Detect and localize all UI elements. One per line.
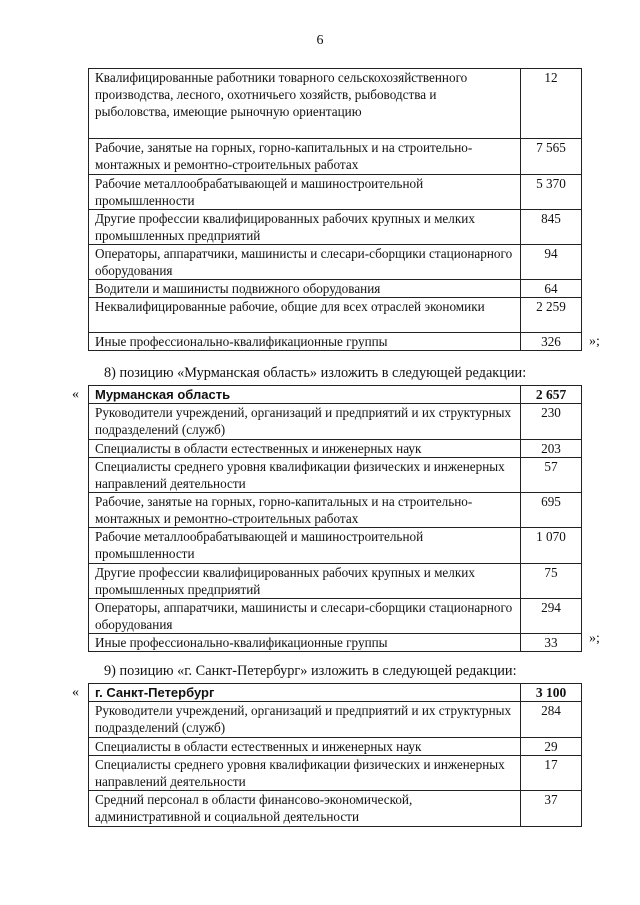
table-row — [89, 245, 582, 280]
row-value: 75 — [521, 564, 582, 599]
row-value: 326 — [521, 333, 582, 351]
row-label: Рабочие, занятые на горных, горно-капитальных и на строительно-монтажных и ремонтно-строительных работах — [89, 139, 521, 175]
row-label: Специалисты среднего уровня квалификации физических и инженерных направлений деятельности — [89, 756, 521, 791]
row-value: 294 — [521, 599, 582, 634]
region-total: 2 657 — [521, 386, 582, 404]
murmansk-table — [88, 385, 582, 652]
table-row — [89, 404, 582, 440]
row-label: Специалисты среднего уровня квалификации физических и инженерных направлений деятельности — [89, 458, 521, 493]
row-value: 12 — [521, 69, 582, 139]
row-value: 29 — [521, 738, 582, 756]
row-label: Рабочие, занятые на горных, горно-капитальных и на строительно-монтажных и ремонтно-строительных работах — [89, 493, 521, 528]
closing-quote: »; — [589, 631, 600, 646]
row-value: 203 — [521, 440, 582, 458]
table-row — [89, 702, 582, 738]
row-label: Руководители учреждений, организаций и предприятий и их структурных подразделений (служб) — [89, 702, 521, 738]
opening-quote: « — [72, 387, 79, 402]
row-label: Специалисты в области естественных и инженерных наук — [89, 440, 521, 458]
row-value: 37 — [521, 791, 582, 827]
row-label: Специалисты в области естественных и инженерных наук — [89, 738, 521, 756]
table-row — [89, 599, 582, 634]
row-label: Рабочие металлообрабатывающей и машиностроительной промышленности — [89, 175, 521, 210]
table-row — [89, 528, 582, 564]
row-label: Неквалифицированные рабочие, общие для всех отраслей экономики — [89, 298, 521, 333]
section8-intro: 8) позицию «Мурманская область» изложить в следующей редакции: — [104, 365, 527, 381]
row-label: Иные профессионально-квалификационные группы — [89, 634, 521, 652]
row-value: 94 — [521, 245, 582, 280]
table-row — [89, 175, 582, 210]
table-row — [89, 69, 582, 139]
row-label: Другие профессии квалифицированных рабочих крупных и мелких промышленных предприятий — [89, 210, 521, 245]
region-total: 3 100 — [521, 684, 582, 702]
occupation-table-continued — [88, 68, 582, 351]
section9-intro: 9) позицию «г. Санкт-Петербург» изложить в следующей редакции: — [104, 663, 517, 679]
saint-petersburg-table — [88, 683, 582, 827]
table-row — [89, 634, 582, 652]
opening-quote: « — [72, 685, 79, 700]
row-label: Водители и машинисты подвижного оборудования — [89, 280, 521, 298]
closing-quote: »; — [589, 334, 600, 349]
table-row — [89, 493, 582, 528]
table-row — [89, 333, 582, 351]
page-number: 6 — [316, 33, 324, 48]
row-value: 64 — [521, 280, 582, 298]
table-row — [89, 458, 582, 493]
row-label: Операторы, аппаратчики, машинисты и слесари-сборщики стационарного оборудования — [89, 245, 521, 280]
row-value: 1 070 — [521, 528, 582, 564]
row-value: 695 — [521, 493, 582, 528]
row-value: 2 259 — [521, 298, 582, 333]
row-label: Иные профессионально-квалификационные группы — [89, 333, 521, 351]
region-name: г. Санкт-Петербург — [89, 684, 521, 702]
row-label: Средний персонал в области финансово-экономической, административной и социальной деятельности — [89, 791, 521, 827]
table-row — [89, 210, 582, 245]
row-label: Рабочие металлообрабатывающей и машиностроительной промышленности — [89, 528, 521, 564]
row-value: 845 — [521, 210, 582, 245]
table-row — [89, 791, 582, 827]
row-value: 284 — [521, 702, 582, 738]
table-row — [89, 280, 582, 298]
row-value: 5 370 — [521, 175, 582, 210]
row-value: 7 565 — [521, 139, 582, 175]
region-header-row — [89, 386, 582, 404]
row-value: 17 — [521, 756, 582, 791]
table-row — [89, 440, 582, 458]
row-value: 57 — [521, 458, 582, 493]
row-value: 33 — [521, 634, 582, 652]
table-row — [89, 298, 582, 333]
table-row — [89, 738, 582, 756]
table-row — [89, 564, 582, 599]
region-header-row — [89, 684, 582, 702]
row-label: Руководители учреждений, организаций и предприятий и их структурных подразделений (служб) — [89, 404, 521, 440]
table-row — [89, 756, 582, 791]
region-name: Мурманская область — [89, 386, 521, 404]
row-label: Квалифицированные работники товарного сельскохозяйственного производства, лесного, охотничьего хозяйств, рыбоводства и рыболовства, имеющие рыночную ориентацию — [89, 69, 521, 139]
row-value: 230 — [521, 404, 582, 440]
row-label: Другие профессии квалифицированных рабочих крупных и мелких промышленных предприятий — [89, 564, 521, 599]
table-row — [89, 139, 582, 175]
row-label: Операторы, аппаратчики, машинисты и слесари-сборщики стационарного оборудования — [89, 599, 521, 634]
